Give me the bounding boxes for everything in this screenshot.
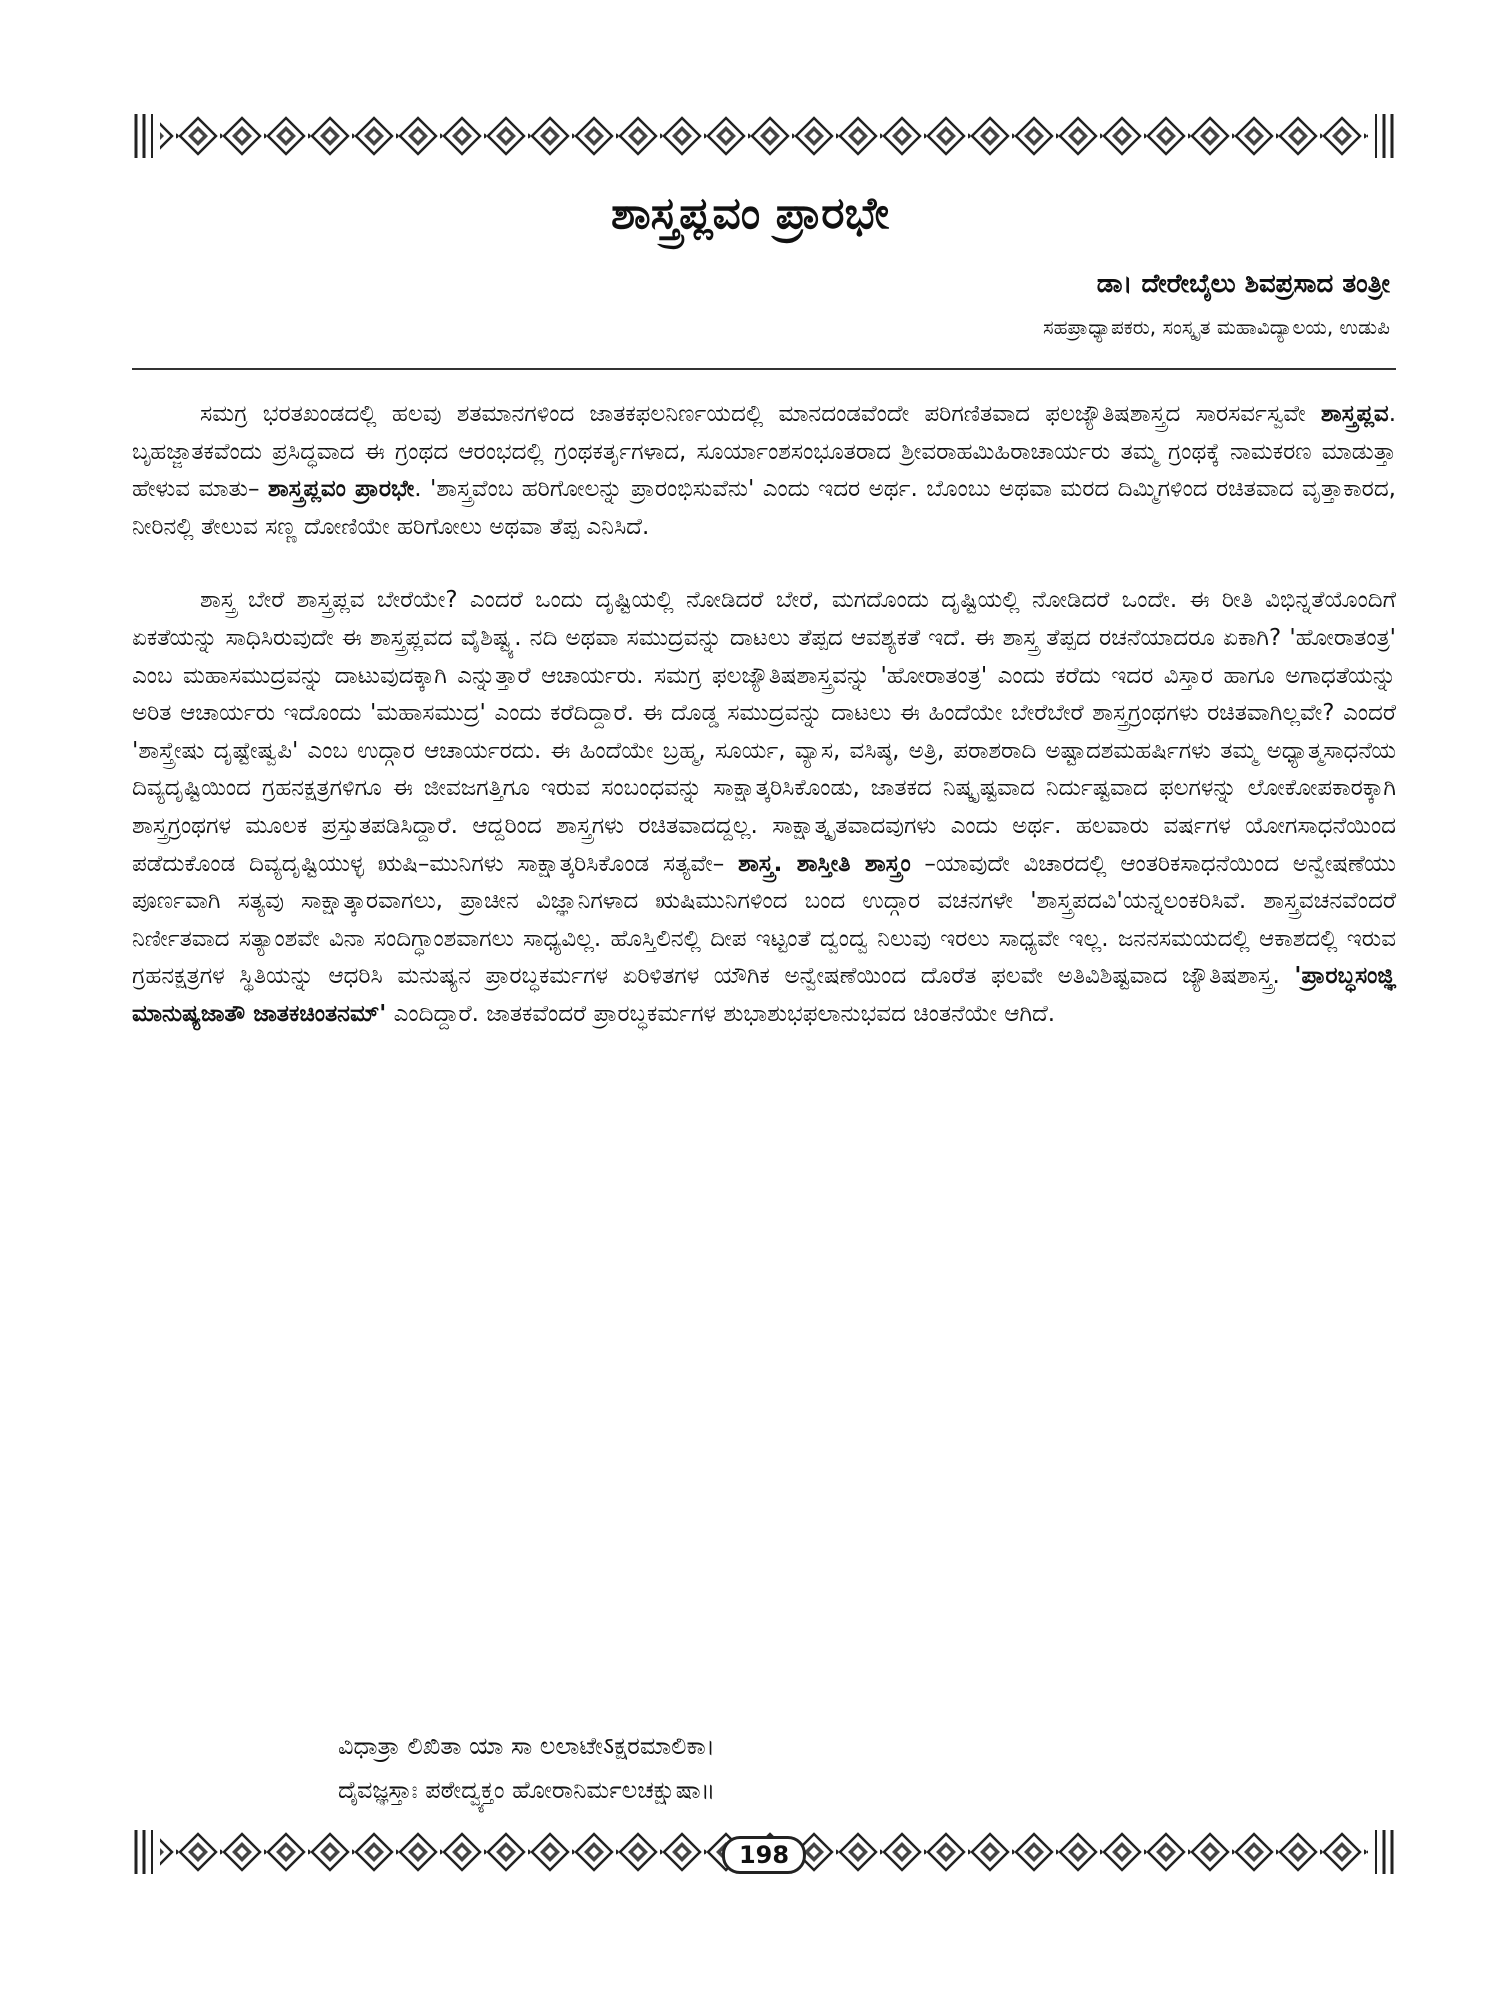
author-block	[1043, 264, 1390, 344]
verse-line-1: ವಿಧಾತ್ರಾ ಲಿಖಿತಾ ಯಾ ಸಾ ಲಲಾಟೇऽಕ್ಷರಮಾಲಿಕಾ।	[338, 1732, 715, 1760]
author-affiliation: ಸಹಪ್ರಾಧ್ಯಾಪಕರು, ಸಂಸ್ಕೃತ ಮಹಾವಿದ್ಯಾಲಯ, ಉಡುಪಿ	[1042, 315, 1390, 339]
article-title: ಶಾಸ್ತ್ರಪ್ಲವಂ ಪ್ರಾರಭೇ	[611, 188, 889, 239]
header-divider	[132, 368, 1396, 370]
paragraph-2: ಶಾಸ್ತ್ರ ಬೇರೆ ಶಾಸ್ತ್ರಪ್ಲವ ಬೇರೆಯೇ? ಎಂದರೆ ಒಂದು ದೃಷ್ಟಿಯಲ್ಲಿ ನೋಡಿದರೆ ಬೇರೆ, ಮಗದೊಂದು ದೃಷ್ಟಿಯಲ್ಲಿ ನೋಡಿದರೆ ಒಂದೇ. ಈ ರೀತಿ ವಿಭಿನ್ನತೆಯೊಂದಿಗೆ ಏಕತೆಯನ್ನು ಸಾಧಿಸಿರುವುದೇ ಈ ಶಾಸ್ತ್ರಪ್ಲವದ ವೈಶಿಷ್ಟ್ಯ. ನದಿ ಅಥವಾ ಸಮುದ್ರವನ್ನು ದಾಟಲು ತೆಪ್ಪದ ಆವಶ್ಯಕತೆ ಇದೆ. ಈ ಶಾಸ್ತ್ರ ತೆಪ್ಪದ ರಚನೆಯಾದರೂ ಏಕಾಗಿ? 'ಹೋರಾತಂತ್ರ' ಎಂಬ ಮಹಾಸಮುದ್ರವನ್ನು ದಾಟುವುದಕ್ಕಾಗಿ ಎನ್ನುತ್ತಾರೆ ಆಚಾರ್ಯರು. ಸಮಗ್ರ ಫಲಜ್ಯೌತಿಷಶಾಸ್ತ್ರವನ್ನು 'ಹೋರಾತಂತ್ರ' ಎಂದು ಕರೆದು ಇದರ ವಿಸ್ತಾರ ಹಾಗೂ ಅಗಾಧತೆಯನ್ನು ಅರಿತ ಆಚಾರ್ಯರು ಇದೊಂದು 'ಮಹಾಸಮುದ್ರ' ಎಂದು ಕರೆದಿದ್ದಾರೆ. ಈ ದೊಡ್ಡ ಸಮುದ್ರವನ್ನು ದಾಟಲು ಈ ಹಿಂದೆಯೇ ಬೇರೆಬೇರೆ ಶಾಸ್ತ್ರಗ್ರಂಥಗಳು ರಚಿತವಾಗಿಲ್ಲವೇ? ಎಂದರೆ 'ಶಾಸ್ತ್ರೇಷು ದೃಷ್ಟೇಷ್ವಪಿ' ಎಂಬ ಉದ್ಗಾರ ಆಚಾರ್ಯರದು. ಈ ಹಿಂದೆಯೇ ಬ್ರಹ್ಮ, ಸೂರ್ಯ, ವ್ಯಾಸ, ವಸಿಷ್ಠ, ಅತ್ರಿ, ಪರಾಶರಾದಿ ಅಷ್ಟಾದಶಮಹರ್ಷಿಗಳು ತಮ್ಮ ಅಧ್ಯಾತ್ಮಸಾಧನೆಯ ದಿವ್ಯದೃಷ್ಟಿಯಿಂದ ಗ್ರಹನಕ್ಷತ್ರಗಳಿಗೂ ಈ ಜೀವಜಗತ್ತಿಗೂ ಇರುವ ಸಂಬಂಧವನ್ನು ಸಾಕ್ಷಾತ್ಕರಿಸಿಕೊಂಡು, ಜಾತಕದ ನಿಷ್ಕೃಷ್ಟವಾದ ನಿರ್ದುಷ್ಟವಾದ ಫಲಗಳನ್ನು ಲೋಕೋಪಕಾರಕ್ಕಾಗಿ ಶಾಸ್ತ್ರಗ್ರಂಥಗಳ ಮೂಲಕ ಪ್ರಸ್ತುತಪಡಿಸಿದ್ದಾರೆ. ಆದ್ದರಿಂದ ಶಾಸ್ತ್ರಗಳು ರಚಿತವಾದದ್ದಲ್ಲ. ಸಾಕ್ಷಾತ್ಕೃತವಾದವುಗಳು ಎಂದು ಅರ್ಥ. ಹಲವಾರು ವರ್ಷಗಳ ಯೋಗಸಾಧನೆಯಿಂದ ಪಡೆದುಕೊಂಡ ದಿವ್ಯದೃಷ್ಟಿಯುಳ್ಳ ಋಷಿ–ಮುನಿಗಳು ಸಾಕ್ಷಾತ್ಕರಿಸಿಕೊಂಡ ಸತ್ಯವೇ– ಶಾಸ್ತ್ರ. ಶಾಸ್ತೀತಿ ಶಾಸ್ತ್ರಂ –ಯಾವುದೇ ವಿಚಾರದಲ್ಲಿ ಆಂತರಿಕಸಾಧನೆಯಿಂದ ಅನ್ವೇಷಣೆಯು ಪೂರ್ಣವಾಗಿ ಸತ್ಯವು ಸಾಕ್ಷಾತ್ಕಾರವಾಗಲು, ಪ್ರಾಚೀನ ವಿಜ್ಞಾನಿಗಳಾದ ಋಷಿಮುನಿಗಳಿಂದ ಬಂದ ಉದ್ಗಾರ ವಚನಗಳೇ 'ಶಾಸ್ತ್ರಪದವಿ'ಯನ್ನಲಂಕರಿಸಿವೆ. ಶಾಸ್ತ್ರವಚನವೆಂದರೆ ನಿರ್ಣೀತವಾದ ಸತ್ಯಾಂಶವೇ ವಿನಾ ಸಂದಿಗ್ಧಾಂಶವಾಗಲು ಸಾಧ್ಯವಿಲ್ಲ. ಹೊಸ್ತಿಲಿನಲ್ಲಿ ದೀಪ ಇಟ್ಟಂತೆ ದ್ವಂದ್ವ ನಿಲುವು ಇರಲು ಸಾಧ್ಯವೇ ಇಲ್ಲ. ಜನನಸಮಯದಲ್ಲಿ ಆಕಾಶದಲ್ಲಿ ಇರುವ ಗ್ರಹನಕ್ಷತ್ರಗಳ ಸ್ಥಿತಿಯನ್ನು ಆಧರಿಸಿ ಮನುಷ್ಯನ ಪ್ರಾರಬ್ಧಕರ್ಮಗಳ ಏರಿಳಿತಗಳ ಯೌಗಿಕ ಅನ್ವೇಷಣೆಯಿಂದ ದೊರೆತ ಫಲವೇ ಅತಿವಿಶಿಷ್ಟವಾದ ಜ್ಯೌತಿಷಶಾಸ್ತ್ರ. 'ಪ್ರಾರಬ್ಧಸಂಜ್ಞಿ ಮಾನುಷ್ಯಜಾತೌ ಜಾತಕಚಿಂತನಮ್' ಎಂದಿದ್ದಾರೆ. ಜಾತಕವೆಂದರೆ ಪ್ರಾರಬ್ಧಕರ್ಮಗಳ ಶುಭಾಶುಭಫಲಾನುಭವದ ಚಿಂತನೆಯೇ ಆಗಿದೆ.	[132, 587, 1396, 1027]
author-name: ಡಾ। ದೇರೇಬೈಲು ಶಿವಪ್ರಸಾದ ತಂತ್ರೀ	[1096, 269, 1390, 299]
paragraph-1: ಸಮಗ್ರ ಭರತಖಂಡದಲ್ಲಿ ಹಲವು ಶತಮಾನಗಳಿಂದ ಜಾತಕಫಲನಿರ್ಣಯದಲ್ಲಿ ಮಾನದಂಡವೆಂದೇ ಪರಿಗಣಿತವಾದ ಫಲಜ್ಯೌತಿಷಶಾಸ್ತ್ರದ ಸಾರಸರ್ವಸ್ವವೇ ಶಾಸ್ತ್ರಪ್ಲವ. ಬೃಹಜ್ಜಾತಕವೆಂದು ಪ್ರಸಿದ್ಧವಾದ ಈ ಗ್ರಂಥದ ಆರಂಭದಲ್ಲಿ ಗ್ರಂಥಕರ್ತೃಗಳಾದ, ಸೂರ್ಯಾಂಶಸಂಭೂತರಾದ ಶ್ರೀವರಾಹಮಿಹಿರಾಚಾರ್ಯರು ತಮ್ಮ ಗ್ರಂಥಕ್ಕೆ ನಾಮಕರಣ ಮಾಡುತ್ತಾ ಹೇಳುವ ಮಾತು– ಶಾಸ್ತ್ರಪ್ಲವಂ ಪ್ರಾರಭೇ. 'ಶಾಸ್ತ್ರವೆಂಬ ಹರಿಗೋಲನ್ನು ಪ್ರಾರಂಭಿಸುವೆನು' ಎಂದು ಇದರ ಅರ್ಥ. ಬೊಂಬು ಅಥವಾ ಮರದ ದಿಮ್ಮಿಗಳಿಂದ ರಚಿತವಾದ ವೃತ್ತಾಕಾರದ, ನೀರಿನಲ್ಲಿ ತೇಲುವ ಸಣ್ಣ ದೋಣಿಯೇ ಹರಿಗೋಲು ಅಥವಾ ತೆಪ್ಪ ಎನಿಸಿದೆ.	[132, 401, 1396, 540]
sanskrit-verse	[338, 1724, 715, 1812]
bottom-ornamental-border	[132, 1822, 1396, 1882]
page-number: 198	[722, 1836, 806, 1874]
top-ornamental-border	[132, 106, 1396, 166]
article-body	[132, 396, 1396, 1070]
verse-line-2: ದೈವಜ್ಞಸ್ತಾಃ ಪಠೇದ್ವ್ಯಕ್ತಂ ಹೋರಾನಿರ್ಮಲಚಕ್ಷುಷಾ॥	[338, 1776, 716, 1804]
